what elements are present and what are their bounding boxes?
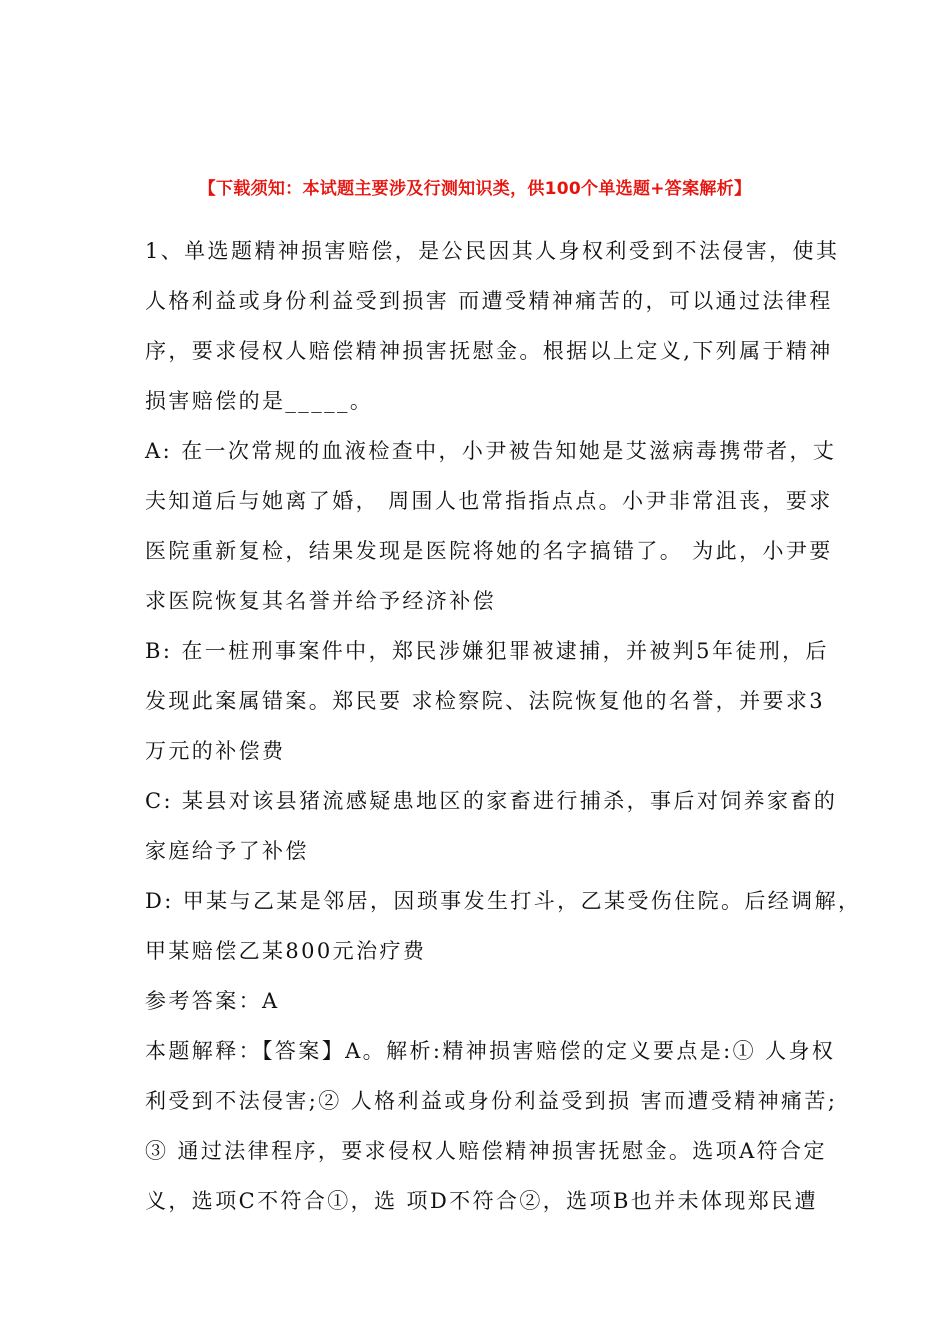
option-c-line: 家庭给予了补偿	[145, 839, 309, 863]
explanation-line: 本题解释：【答案】A。解析:精神损害赔偿的定义要点是:① 人身权	[145, 1039, 836, 1063]
question-line: 人格利益或身份利益受到损害 而遭受精神痛苦的，可以通过法律程	[145, 289, 833, 313]
option-b-line: 发现此案属错案。郑民要 求检察院、法院恢复他的名誉，并要求3	[145, 689, 826, 713]
option-d	[145, 882, 862, 982]
option-d-line: 甲某赔偿乙某800元治疗费	[145, 939, 427, 963]
explanation-line: ③ 通过法律程序，要求侵权人赔偿精神损害抚慰金。选项A符合定	[145, 1139, 827, 1163]
option-b-line: 万元的补偿费	[145, 739, 286, 763]
option-a	[145, 432, 837, 632]
option-c	[145, 782, 838, 882]
option-a-line: 医院重新复检，结果发现是医院将她的名字搞错了。 为此，小尹要	[145, 539, 833, 563]
option-a-line: A: 在一次常规的血液检查中，小尹被告知她是艾滋病毒携带者，丈	[145, 439, 837, 463]
question-block	[145, 232, 862, 1232]
question-line: 1、单选题精神损害赔偿，是公民因其人身权利受到不法侵害，使其	[145, 239, 840, 263]
option-a-line: 夫知道后与她离了婚， 周围人也常指指点点。小尹非常沮丧，要求	[145, 489, 833, 513]
explanation-line: 利受到不法侵害;② 人格利益或身份利益受到损 害而遭受精神痛苦;	[145, 1089, 838, 1113]
question-line: 序，要求侵权人赔偿精神损害抚慰金。根据以上定义,下列属于精神	[145, 339, 833, 363]
explanation-line: 义，选项C不符合①，选 项D不符合②，选项B也并未体现郑民遭	[145, 1189, 819, 1213]
explanation	[145, 1032, 838, 1232]
option-d-line: D: 甲某与乙某是邻居，因琐事发生打斗，乙某受伤住院。后经调解，	[145, 889, 862, 913]
question-line: 损害赔偿的是_____。	[145, 389, 374, 413]
download-notice: 【下载须知：本试题主要涉及行测知识类，供100个单选题+答案解析】	[198, 179, 752, 199]
option-b-line: B: 在一桩刑事案件中，郑民涉嫌犯罪被逮捕，并被判5年徒刑，后	[145, 639, 829, 663]
option-b	[145, 632, 829, 782]
option-a-line: 求医院恢复其名誉并给予经济补偿	[145, 589, 496, 613]
reference-answer: 参考答案：A	[145, 989, 280, 1013]
option-c-line: C: 某县对该县猪流感疑患地区的家畜进行捕杀，事后对饲养家畜的	[145, 789, 838, 813]
question-stem	[145, 232, 840, 432]
